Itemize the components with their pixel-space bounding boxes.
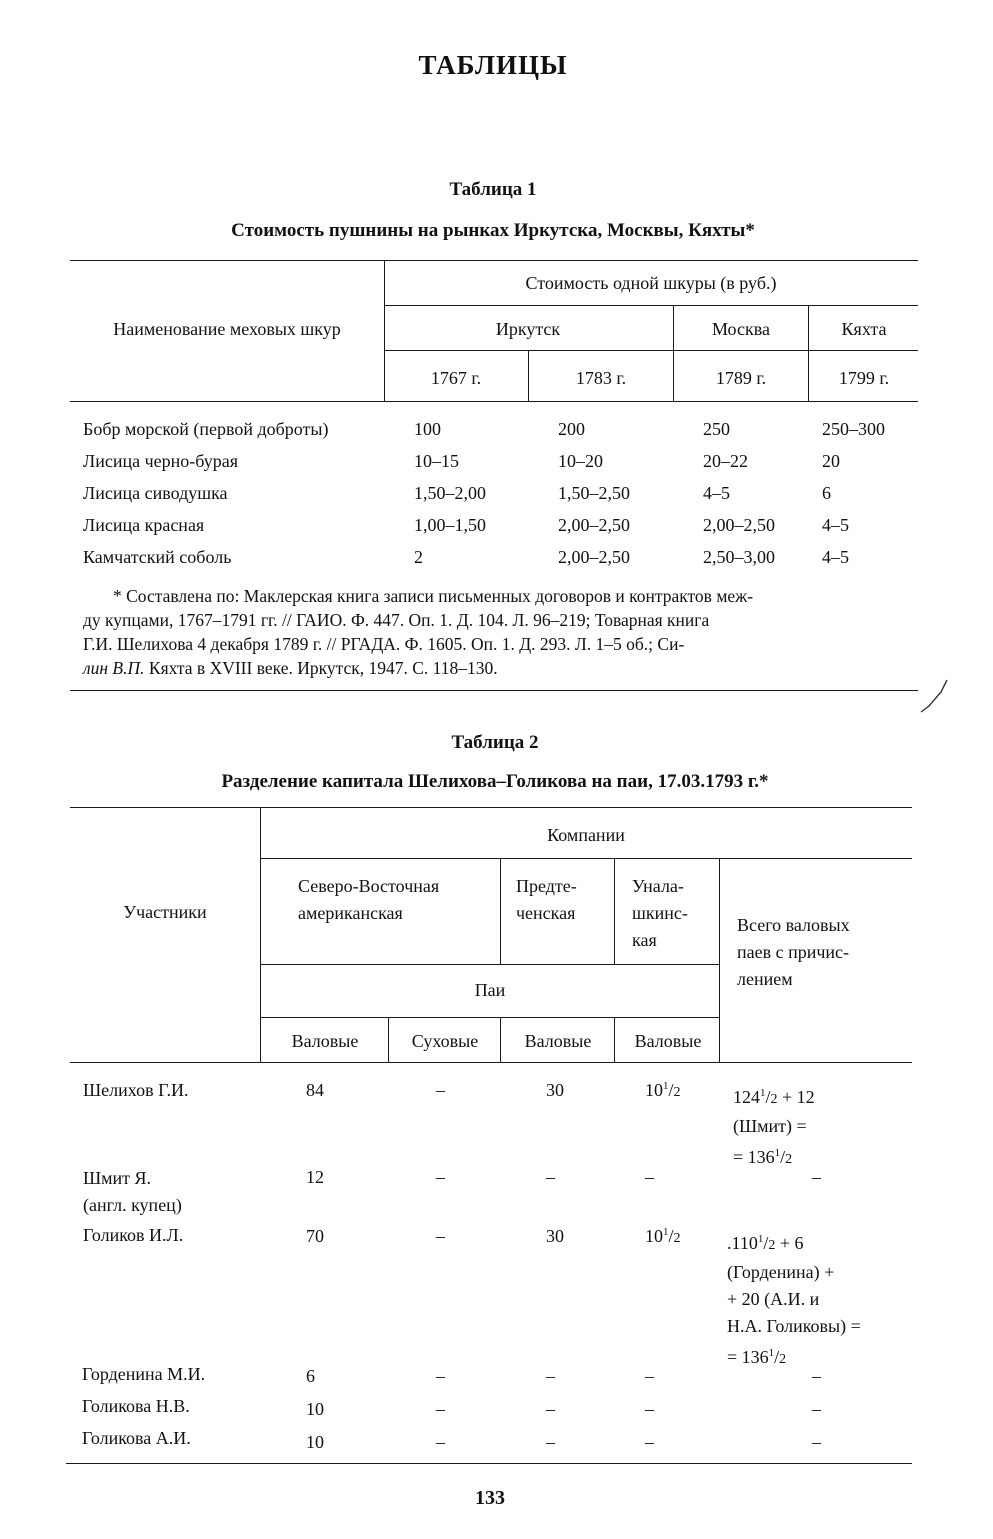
table2-row-header: Участники xyxy=(123,902,207,922)
footnote-line: * Составлена по: Маклерская книга записи письменных договоров и контрактов меж- xyxy=(113,586,754,606)
share-cell: – xyxy=(546,1366,555,1386)
footnote-line: Г.И. Шелихова 4 декабря 1789 г. // РГАДА. Ф. 1605. Оп. 1. Д. 293. Л. 1–5 об.; Си- xyxy=(83,634,685,654)
table1-year-1767: 1767 г. xyxy=(430,368,482,388)
participant-name: Голиков И.Л. xyxy=(83,1225,184,1245)
share-cell: 6 xyxy=(306,1366,315,1386)
share-cell: – xyxy=(436,1366,445,1386)
table2-vline-total xyxy=(719,858,720,1062)
share-cell: – xyxy=(645,1399,654,1419)
price-cell: 20 xyxy=(822,451,840,471)
price-cell: 2,00–2,50 xyxy=(558,515,630,535)
table2-label: Таблица 2 xyxy=(451,732,539,753)
price-cell: 1,50–2,00 xyxy=(414,483,486,503)
table2-header-rule-3 xyxy=(260,1017,719,1018)
table1-label: Таблица 1 xyxy=(449,179,537,200)
fur-name: Лисица сиводушка xyxy=(83,483,228,503)
table1-top-rule xyxy=(70,260,918,261)
table1-title: Стоимость пушнины на рынках Иркутска, Москвы, Кяхты* xyxy=(231,220,755,241)
participant-name: Голикова Н.В. xyxy=(82,1396,190,1416)
table1-vline-year xyxy=(528,350,529,401)
footnote-author: лин В.П. xyxy=(83,658,145,678)
table2-header-rule-2 xyxy=(260,964,719,965)
table2-title: Разделение капитала Шелихова–Голикова на паи, 17.03.1793 г.* xyxy=(221,771,769,792)
share-cell: – xyxy=(436,1167,445,1187)
table2-vline-c1 xyxy=(500,858,501,964)
share-cell: 84 xyxy=(306,1080,324,1100)
share-cell: – xyxy=(645,1167,654,1187)
price-cell: 2,00–2,50 xyxy=(703,515,775,535)
fur-name: Бобр морской (первой доброты) xyxy=(83,419,329,439)
total-cell: – xyxy=(812,1432,821,1452)
share-cell: 30 xyxy=(546,1226,564,1246)
share-cell: – xyxy=(645,1432,654,1452)
table1-vline-main xyxy=(384,260,385,401)
table2-group-header: Компании xyxy=(547,825,625,845)
price-cell: 200 xyxy=(558,419,585,439)
table2-vline-s1 xyxy=(388,1017,389,1062)
table2-header-bottom-rule xyxy=(70,1062,912,1063)
fur-name: Камчатский соболь xyxy=(83,547,232,567)
page-number: 133 xyxy=(475,1487,505,1509)
share-type: Валовые xyxy=(634,1031,702,1051)
table2-vline-s2 xyxy=(500,1017,501,1062)
footnote-line: ду купцами, 1767–1791 гг. // ГАИО. Ф. 447. Оп. 1. Д. 104. Л. 96–219; Товарная книга xyxy=(83,610,710,630)
price-cell: 10–20 xyxy=(558,451,603,471)
price-cell: 10–15 xyxy=(414,451,459,471)
share-type: Валовые xyxy=(291,1031,359,1051)
footnote-line xyxy=(83,657,498,681)
price-cell: 4–5 xyxy=(822,547,849,567)
table1-header-bottom-rule xyxy=(70,401,918,402)
price-cell: 2 xyxy=(414,547,423,567)
pencil-mark-icon xyxy=(915,678,951,720)
table1-year-1789: 1789 г. xyxy=(715,368,767,388)
table2-vline-c2 xyxy=(614,858,615,964)
table2-header-rule-1 xyxy=(260,858,912,859)
table1-year-1783: 1783 г. xyxy=(575,368,627,388)
price-cell: 2,00–2,50 xyxy=(558,547,630,567)
share-cell: – xyxy=(546,1399,555,1419)
total-cell: $.110^1/2 + 6$ (Горденина) + + 20 (А.И. и Н.А. Голиковы) = = $136^1/2$ xyxy=(727,1233,861,1367)
fur-name: Лисица красная xyxy=(83,515,205,535)
total-cell: – xyxy=(812,1167,821,1187)
table1-row-header: Наименование меховых шкур xyxy=(113,319,341,339)
table1-city-kyakhta: Кяхта xyxy=(841,319,887,339)
total-cell: $124^1/2 + 12$ (Шмит) = = $136^1/2$ xyxy=(733,1087,815,1167)
share-type: Суховые xyxy=(411,1031,479,1051)
share-cell: – xyxy=(436,1432,445,1452)
table1-vline-moscow xyxy=(673,305,674,401)
share-cell: 10 xyxy=(306,1432,324,1452)
shares-header: Паи xyxy=(474,980,506,1000)
share-type: Валовые xyxy=(524,1031,592,1051)
share-cell: 30 xyxy=(546,1080,564,1100)
price-cell: 1,00–1,50 xyxy=(414,515,486,535)
page-heading: ТАБЛИЦЫ xyxy=(418,50,568,80)
participant-name: Шмит Я. (англ. купец) xyxy=(83,1168,182,1215)
price-cell: 2,50–3,00 xyxy=(703,547,775,567)
participant-name: Горденина М.И. xyxy=(82,1364,206,1384)
share-cell: $10^1/2$ xyxy=(645,1080,681,1100)
share-cell: 70 xyxy=(306,1226,324,1246)
price-cell: 4–5 xyxy=(822,515,849,535)
price-cell: 100 xyxy=(414,419,441,439)
total-cell: – xyxy=(812,1366,821,1386)
price-cell: 4–5 xyxy=(703,483,730,503)
share-cell: – xyxy=(436,1399,445,1419)
company-unalashkinskaya: Унала- шкинс- кая xyxy=(632,876,688,950)
table2-top-rule xyxy=(70,807,912,808)
share-cell: $10^1/2$ xyxy=(645,1226,681,1246)
table1-group-header: Стоимость одной шкуры (в руб.) xyxy=(525,273,777,293)
company-predtechenskaya: Предте- ченская xyxy=(516,876,577,923)
table1-header-rule-1 xyxy=(384,305,918,306)
share-cell: 10 xyxy=(306,1399,324,1419)
footnote-text: Кяхта в XVIII веке. Иркутск, 1947. С. 118–130. xyxy=(144,658,498,678)
company-north-east-american: Северо-Восточная американская xyxy=(298,876,440,923)
total-shares-header: Всего валовых паев с причис- лением xyxy=(737,915,850,989)
share-cell: – xyxy=(546,1167,555,1187)
price-cell: 20–22 xyxy=(703,451,748,471)
price-cell: 250–300 xyxy=(822,419,885,439)
share-cell: 12 xyxy=(306,1167,324,1187)
price-cell: 250 xyxy=(703,419,730,439)
share-cell: – xyxy=(436,1080,445,1100)
price-cell: 1,50–2,50 xyxy=(558,483,630,503)
table1-city-moscow: Москва xyxy=(712,319,770,339)
table1-bottom-rule xyxy=(70,690,918,691)
fur-name: Лисица черно-бурая xyxy=(83,451,238,471)
table2-bottom-rule xyxy=(66,1463,912,1464)
share-cell: – xyxy=(645,1366,654,1386)
table1-vline-kyakhta xyxy=(808,305,809,401)
table1-city-irkutsk: Иркутск xyxy=(495,319,561,339)
share-cell: – xyxy=(436,1226,445,1246)
table2-vline-s3 xyxy=(614,1017,615,1062)
share-cell: – xyxy=(546,1432,555,1452)
price-cell: 6 xyxy=(822,483,831,503)
total-cell: – xyxy=(812,1399,821,1419)
participant-name: Шелихов Г.И. xyxy=(83,1080,189,1100)
table2-vline-main xyxy=(260,807,261,1062)
participant-name: Голикова А.И. xyxy=(82,1428,191,1448)
table1-year-1799: 1799 г. xyxy=(838,368,890,388)
table1-header-rule-2 xyxy=(384,350,918,351)
